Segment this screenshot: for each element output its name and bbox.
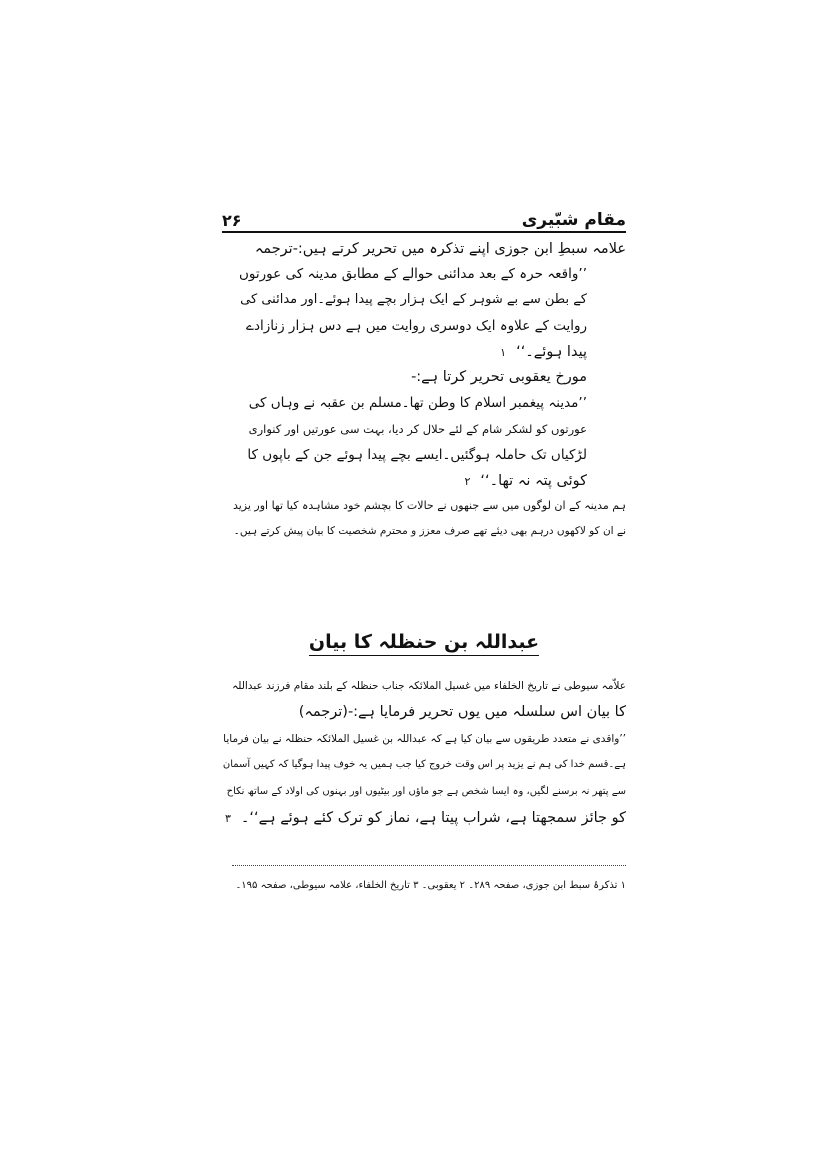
quote-line: روایت کے علاوہ ایک دوسری روایت میں ہے دس ہزار زنازادے xyxy=(246,318,587,334)
quote-line: لڑکیاں تک حاملہ ہوگئیں۔ایسے بچے پیدا ہوئے جن کے باپوں کا xyxy=(247,447,587,463)
section-heading-text: عبداللہ بن حنظلہ کا بیان xyxy=(309,631,539,656)
quote-text: کو جائز سمجھتا ہے، شراب پیتا ہے، نماز کو ترک کئے ہوئے ہے‘‘۔ xyxy=(240,810,626,826)
page-number: ۲۶ xyxy=(222,211,242,230)
footnote-marker: ۲ xyxy=(464,475,471,488)
footnote-separator xyxy=(232,865,626,866)
quote-line xyxy=(240,471,587,492)
body-line: علامہ سبطِ ابن جوزی اپنے تذکرہ میں تحریر کرتے ہیں:-ترجمہ xyxy=(254,241,626,257)
body-line: مورخ یعقوبی تحریر کرتا ہے:- xyxy=(411,369,587,385)
book-title: مقام شبّیری xyxy=(521,210,626,230)
quote-line: ’’مدینہ پیغمبر اسلام کا وطن تھا۔مسلم بن عقبہ نے وہاں کی xyxy=(248,395,587,411)
quote-line: عورتوں کو لشکر شام کے لئے حلال کر دیا، بہت سی عورتیں اور کنواری xyxy=(248,422,587,436)
quote-line: ’’واقعہ حرہ کے بعد مدائنی حوالے کے مطابق مدینہ کی عورتوں xyxy=(239,266,587,282)
quote-line xyxy=(240,342,587,363)
body-line xyxy=(222,808,626,829)
header-rule xyxy=(222,231,626,233)
section-heading xyxy=(222,631,626,656)
body-line: کا بیان اس سلسلہ میں یوں تحریر فرمایا ہے:-(ترجمہ) xyxy=(298,704,626,720)
body-line: نے ان کو لاکھوں درہم بھی دیئے تھے صرف معزز و محترم شخصیت کا بیان پیش کرتے ہیں۔ xyxy=(233,525,626,537)
footnote-marker: ۳ xyxy=(224,812,231,825)
quote-line: کے بطن سے بے شوہر کے ایک ہزار بچے پیدا ہوئے۔اور مدائنی کی xyxy=(240,292,587,307)
footnotes: ۱ تذکرۂ سبط ابن جوزی، صفحہ ۲۸۹۔ ۲ یعقوبی۔ ۳ تاریخ الخلفاء، علامہ سیوطی، صفحہ ۱۹۵۔ xyxy=(235,880,626,891)
footnote-marker: ۱ xyxy=(500,346,507,359)
body-line: ہے۔قسم خدا کی ہم نے یزید پر اس وقت خروج کیا جب ہمیں یہ خوف پیدا ہوگیا کہ کہیں آسمان xyxy=(222,759,626,770)
body-line: ہم مدینہ کے ان لوگوں میں سے جنھوں نے حالات کا بچشم خود مشاہدہ کیا تھا اور یزید xyxy=(232,499,626,512)
body-line: علاّمہ سیوطی نے تاریخ الخلفاء میں غسیل الملائکہ جناب حنظلہ کے بلند مقام فرزند عبداللہ xyxy=(232,680,626,692)
body-line: ’’واقدی نے متعدد طریقوں سے بیان کیا ہے کہ عبداللہ بن غسیل الملائکہ حنظلہ نے بیان فرمایا xyxy=(223,733,626,745)
body-line: سے پتھر نہ برسنے لگیں، وہ ایسا شخص ہے جو ماؤں اور بیٹیوں اور بہنوں کی اولاد کے ساتھ نکاح xyxy=(226,786,626,797)
page-header xyxy=(222,200,626,230)
quote-text: پیدا ہوئے۔‘‘ xyxy=(516,344,587,360)
quote-text: کوئی پتہ نہ تھا۔‘‘ xyxy=(480,473,587,489)
